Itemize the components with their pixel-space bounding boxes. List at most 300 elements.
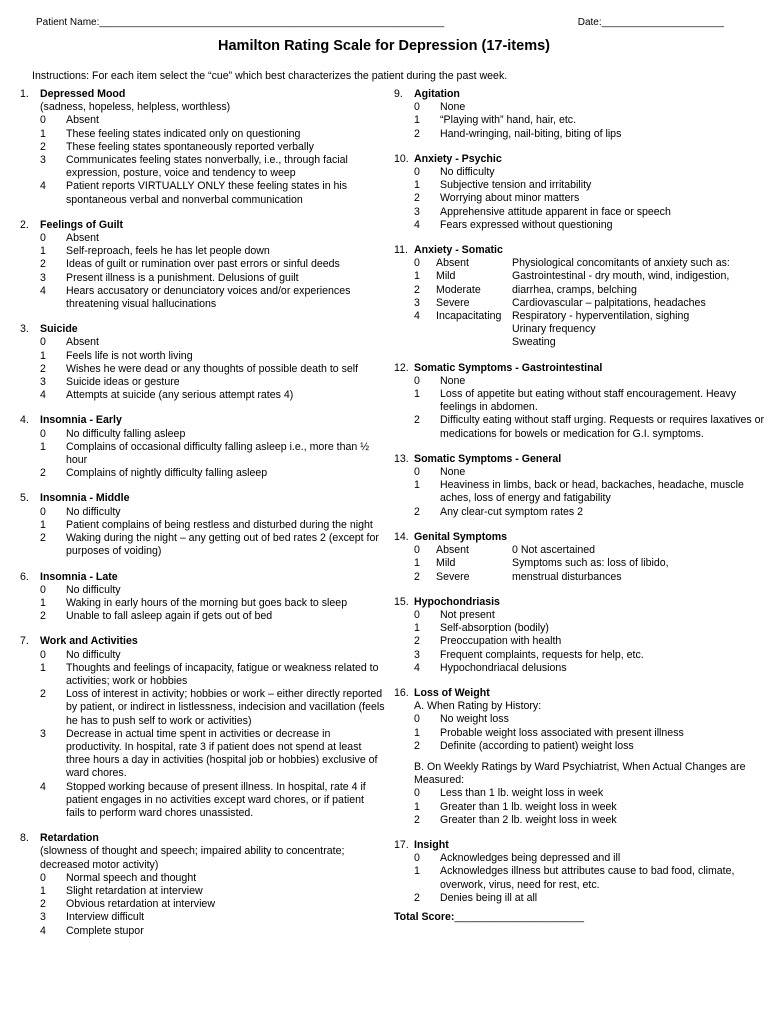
item-number: 9. — [394, 88, 403, 100]
score-label: Absent — [436, 544, 469, 557]
score-option[interactable] — [20, 428, 385, 441]
score-description: No difficulty — [440, 166, 495, 179]
score-option[interactable] — [394, 662, 766, 675]
score-value: 2 — [414, 192, 420, 205]
item-number: 17. — [394, 838, 409, 851]
item-heading — [394, 839, 766, 852]
item-number: 8. — [20, 832, 29, 845]
scale-item — [20, 414, 385, 480]
score-option[interactable] — [20, 285, 385, 311]
score-value: 2 — [414, 505, 420, 518]
score-option[interactable] — [394, 414, 766, 440]
score-value: 3 — [414, 648, 420, 661]
score-value: 1 — [40, 127, 46, 140]
score-option[interactable] — [20, 649, 385, 662]
score-description: 0 Not ascertained — [512, 544, 596, 557]
score-description: Communicates feeling states nonverbally, i.e., through facial expression, posture, voice and tendency to weep — [66, 154, 348, 180]
score-description: Hypochondriacal delusions — [440, 661, 567, 674]
score-label — [436, 336, 512, 349]
score-value: 2 — [414, 127, 420, 140]
score-value: 1 — [414, 557, 420, 570]
score-option[interactable] — [20, 532, 385, 558]
score-option[interactable] — [394, 622, 766, 635]
score-option[interactable] — [394, 801, 766, 814]
scale-item — [20, 832, 385, 938]
total-score-label: Total Score: — [394, 910, 455, 923]
item-name: Anxiety - Psychic — [414, 152, 502, 165]
score-option[interactable] — [394, 727, 766, 740]
scale-item — [20, 635, 385, 820]
score-description: Complete stupor — [66, 924, 144, 937]
score-description: Attempts at suicide (any serious attempt rates 4) — [66, 389, 294, 402]
score-option[interactable] — [20, 441, 385, 467]
score-description: Acknowledges illness but attributes cause to bad food, climate, overwork, virus, need for rest, etc. — [440, 865, 735, 891]
score-value: 3 — [40, 271, 46, 284]
score-value: 1 — [414, 622, 420, 635]
scale-item — [20, 571, 385, 624]
item-name: Genital Symptoms — [414, 530, 508, 543]
scale-item — [394, 244, 766, 350]
score-option[interactable] — [394, 740, 766, 753]
item-heading — [20, 414, 385, 427]
score-option[interactable] — [20, 898, 385, 911]
score-value: 0 — [414, 608, 420, 621]
item-heading — [394, 244, 766, 257]
score-option[interactable] — [394, 814, 766, 827]
score-description: Waking in early hours of the morning but goes back to sleep — [66, 596, 348, 609]
score-option[interactable] — [20, 506, 385, 519]
item-heading — [20, 635, 385, 648]
item-number: 3. — [20, 323, 29, 336]
score-description: Loss of appetite but eating without staff encouragement. Heavy feelings in abdomen. — [440, 388, 737, 414]
score-description: Ideas of guilt or rumination over past errors or sinful deeds — [66, 258, 340, 271]
score-option[interactable] — [20, 519, 385, 532]
score-description: Present illness is a punishment. Delusions of guilt — [66, 271, 299, 284]
item-name: Insight — [414, 838, 449, 851]
score-description: Not present — [440, 608, 495, 621]
score-option[interactable] — [20, 350, 385, 363]
score-description: Feels life is not worth living — [66, 349, 193, 362]
score-description: Respiratory - hyperventilation, sighing — [512, 310, 690, 323]
score-label: Incapacitating — [436, 310, 502, 323]
score-value: 0 — [414, 257, 420, 270]
score-description: Difficulty eating without staff urging. Requests or requires laxatives or medications for bowels or medication for G.I. symptoms. — [440, 414, 765, 440]
score-description: Gastrointestinal - dry mouth, wind, indigestion, — [512, 270, 730, 283]
item-name: Insomnia - Late — [40, 570, 118, 583]
score-value: 1 — [40, 245, 46, 258]
score-option[interactable] — [20, 925, 385, 938]
score-option[interactable] — [394, 375, 766, 388]
score-description: Absent — [66, 232, 99, 245]
score-option[interactable] — [20, 363, 385, 376]
score-value: 4 — [40, 389, 46, 402]
score-option[interactable] — [394, 101, 766, 114]
score-description: Frequent complaints, requests for help, etc. — [440, 648, 644, 661]
score-option[interactable] — [394, 635, 766, 648]
score-option[interactable] — [394, 892, 766, 905]
score-option[interactable] — [394, 506, 766, 519]
score-description: Less than 1 lb. weight loss in week — [440, 787, 604, 800]
item-number: 14. — [394, 530, 409, 543]
item-number: 13. — [394, 452, 409, 465]
score-description: Fears expressed without questioning — [440, 218, 613, 231]
score-description: No difficulty — [66, 583, 121, 596]
score-value: 3 — [40, 154, 46, 167]
score-description: Self-reproach, feels he has let people down — [66, 245, 270, 258]
score-value: 0 — [40, 336, 46, 349]
score-option[interactable] — [20, 114, 385, 127]
score-value: 3 — [40, 911, 46, 924]
score-value: 0 — [40, 114, 46, 127]
scale-item — [394, 596, 766, 675]
score-label: Mild — [436, 270, 456, 283]
score-description: Acknowledges being depressed and ill — [440, 852, 621, 865]
item-number: 11. — [394, 244, 408, 257]
score-value: 4 — [414, 218, 420, 231]
item-heading — [394, 88, 766, 101]
score-value: 1 — [414, 800, 420, 813]
score-value: 2 — [414, 813, 420, 826]
score-option[interactable] — [20, 389, 385, 402]
item-name: Hypochondriasis — [414, 595, 500, 608]
score-description: “Playing with” hand, hair, etc. — [440, 114, 577, 127]
score-description: Greater than 2 lb. weight loss in week — [440, 813, 617, 826]
score-option[interactable] — [394, 557, 766, 570]
score-value: 2 — [414, 891, 420, 904]
scale-item — [394, 687, 766, 827]
score-option[interactable] — [394, 166, 766, 179]
score-option[interactable] — [394, 571, 766, 584]
score-label: Moderate — [436, 283, 481, 296]
item-number: 16. — [394, 686, 409, 699]
score-value: 2 — [414, 414, 420, 427]
score-description: Probable weight loss associated with present illness — [440, 726, 684, 739]
score-option[interactable] — [394, 219, 766, 232]
score-description: Any clear-cut symptom rates 2 — [440, 505, 584, 518]
score-description: Worrying about minor matters — [440, 192, 580, 205]
score-option[interactable] — [394, 323, 766, 336]
score-value: 1 — [40, 596, 46, 609]
score-option[interactable] — [20, 258, 385, 271]
score-value: 4 — [414, 310, 420, 323]
score-description: Heaviness in limbs, back or head, backaches, headache, muscle aches, loss of energy and fatigability — [440, 479, 744, 505]
score-description: None — [440, 101, 466, 114]
score-option[interactable] — [394, 270, 766, 283]
score-value: 3 — [40, 727, 46, 740]
score-option[interactable] — [394, 852, 766, 865]
score-option[interactable] — [20, 911, 385, 924]
score-option[interactable] — [20, 141, 385, 154]
score-description: Patient complains of being restless and disturbed during the night — [66, 518, 373, 531]
score-value: 0 — [414, 466, 420, 479]
score-option[interactable] — [20, 688, 385, 728]
score-option[interactable] — [394, 479, 766, 505]
score-value: 2 — [40, 610, 46, 623]
score-value — [414, 336, 436, 349]
score-label: Absent — [436, 257, 469, 270]
score-description: diarrhea, cramps, belching — [512, 283, 637, 296]
score-value: 1 — [40, 440, 46, 453]
item-name: Anxiety - Somatic — [414, 244, 503, 257]
total-score — [394, 911, 766, 924]
score-value: 1 — [414, 270, 420, 283]
item-description: (sadness, hopeless, helpless, worthless) — [40, 101, 231, 114]
item-description: (slowness of thought and speech; impaired ability to concentrate; decreased motor activity) — [40, 845, 345, 871]
score-option[interactable] — [394, 128, 766, 141]
score-description: Definite (according to patient) weight loss — [440, 739, 634, 752]
score-description: Denies being ill at all — [440, 891, 538, 904]
item-name: Agitation — [414, 88, 460, 100]
item-name: Depressed Mood — [40, 88, 126, 100]
score-description: Subjective tension and irritability — [440, 179, 592, 192]
score-option[interactable] — [20, 336, 385, 349]
score-value: 0 — [40, 232, 46, 245]
score-description: Obvious retardation at interview — [66, 898, 215, 911]
score-option[interactable] — [20, 872, 385, 885]
score-description: Interview difficult — [66, 911, 145, 924]
score-value: 3 — [414, 296, 420, 309]
score-option[interactable] — [394, 609, 766, 622]
score-option[interactable] — [20, 662, 385, 688]
patient-name-field[interactable]: Patient Name:______________________________________________________________ — [36, 17, 445, 28]
score-option[interactable] — [394, 297, 766, 310]
item-name: Insomnia - Early — [40, 414, 122, 427]
score-option[interactable] — [20, 232, 385, 245]
item-heading — [20, 571, 385, 584]
score-value: 3 — [414, 205, 420, 218]
score-value: 1 — [40, 349, 46, 362]
score-description: Sweating — [512, 336, 556, 349]
score-description: Symptoms such as: loss of libido, — [512, 557, 669, 570]
right-column — [394, 88, 766, 924]
score-value: 0 — [414, 101, 420, 114]
item-heading — [394, 153, 766, 166]
score-description: Normal speech and thought — [66, 871, 197, 884]
score-value: 1 — [414, 865, 420, 878]
score-option[interactable] — [394, 336, 766, 349]
scale-item — [394, 453, 766, 519]
score-description: Thoughts and feelings of incapacity, fatigue or weakness related to activities; work or hobbies — [66, 661, 379, 687]
score-description: Cardiovascular – palpitations, headaches — [512, 296, 706, 309]
score-option[interactable] — [394, 206, 766, 219]
total-score-field[interactable]: ______________________ — [454, 910, 585, 923]
score-description: Absent — [66, 336, 99, 349]
item-name: Loss of Weight — [414, 686, 490, 699]
score-option[interactable] — [394, 544, 766, 557]
score-option[interactable] — [20, 128, 385, 141]
score-description: Stopped working because of present illness. In hospital, rate 4 if patient engages in no activities except ward chores, or if patient fails to perform ward chores unassisted. — [66, 780, 366, 819]
score-option[interactable] — [20, 728, 385, 781]
score-description: Greater than 1 lb. weight loss in week — [440, 800, 617, 813]
score-value: 4 — [40, 284, 46, 297]
item-heading — [20, 219, 385, 232]
score-option[interactable] — [20, 180, 385, 206]
item-heading — [394, 453, 766, 466]
scale-item — [394, 153, 766, 232]
score-label: Mild — [436, 557, 456, 570]
score-option[interactable] — [20, 610, 385, 623]
score-option[interactable] — [394, 257, 766, 270]
score-label: Severe — [436, 296, 470, 309]
score-description: Absent — [66, 114, 99, 127]
item-number: 2. — [20, 218, 29, 231]
score-value: 1 — [414, 179, 420, 192]
score-value: 0 — [40, 427, 46, 440]
score-value: 0 — [414, 166, 420, 179]
score-description: Complains of nightly difficulty falling asleep — [66, 467, 268, 480]
instructions: Instructions: For each item select the “cue” which best characterizes the patient during the past week. — [32, 70, 508, 82]
scale-item — [20, 88, 385, 207]
score-option[interactable] — [394, 388, 766, 414]
score-value: 2 — [40, 898, 46, 911]
score-description: Preoccupation with health — [440, 635, 562, 648]
score-label — [436, 323, 512, 336]
score-value: 0 — [414, 544, 420, 557]
item-heading — [20, 88, 385, 101]
score-description: Urinary frequency — [512, 323, 596, 336]
score-option[interactable] — [20, 154, 385, 180]
score-value: 2 — [40, 688, 46, 701]
date-field[interactable]: Date:______________________ — [577, 17, 724, 28]
score-value: 0 — [414, 713, 420, 726]
score-value: 2 — [414, 283, 420, 296]
score-option[interactable] — [394, 649, 766, 662]
score-value: 4 — [40, 180, 46, 193]
score-value: 2 — [40, 532, 46, 545]
item-number: 5. — [20, 492, 29, 505]
score-value: 4 — [414, 661, 420, 674]
score-label: Severe — [436, 570, 470, 583]
scale-item — [20, 323, 385, 402]
header — [36, 16, 724, 30]
subsection-label: A. When Rating by History: — [414, 700, 542, 713]
score-description: Slight retardation at interview — [66, 884, 203, 897]
scale-item — [394, 88, 766, 141]
score-value: 1 — [40, 884, 46, 897]
score-value: 0 — [414, 374, 420, 387]
item-heading — [394, 362, 766, 375]
score-description: Hears accusatory or denunciatory voices and/or experiences threatening visual hallucinations — [66, 284, 351, 311]
score-value: 1 — [414, 726, 420, 739]
score-value: 0 — [40, 583, 46, 596]
score-option[interactable] — [394, 865, 766, 891]
item-number: 12. — [394, 361, 409, 374]
item-heading — [20, 323, 385, 336]
item-heading — [20, 492, 385, 505]
score-value: 0 — [40, 505, 46, 518]
score-value: 2 — [414, 570, 420, 583]
item-number: 1. — [20, 88, 29, 100]
page-title: Hamilton Rating Scale for Depression (17-items) — [218, 38, 550, 54]
score-description: No difficulty — [66, 505, 121, 518]
item-name: Somatic Symptoms - Gastrointestinal — [414, 361, 603, 374]
score-description: Apprehensive attitude apparent in face or speech — [440, 205, 671, 218]
score-value: 2 — [40, 467, 46, 480]
score-description: Decrease in actual time spent in activities or decrease in productivity. In hospital, rate 3 if patient does not spend at least three hours a day in activities (hospital job or hobbies) exclusive of ward chores. — [66, 727, 378, 780]
score-option[interactable] — [394, 310, 766, 323]
score-option[interactable] — [394, 787, 766, 800]
score-value: 2 — [40, 362, 46, 375]
item-heading — [394, 531, 766, 544]
scale-item — [394, 839, 766, 905]
item-heading — [20, 832, 385, 845]
score-option[interactable] — [20, 467, 385, 480]
score-description: Physiological concomitants of anxiety such as: — [512, 257, 730, 270]
item-name: Somatic Symptoms - General — [414, 452, 562, 465]
item-number: 6. — [20, 570, 29, 583]
score-description: No difficulty — [66, 648, 121, 661]
item-name: Work and Activities — [40, 635, 138, 648]
item-heading — [394, 687, 766, 700]
score-value: 0 — [414, 787, 420, 800]
item-number: 10. — [394, 152, 409, 165]
score-description: None — [440, 374, 466, 387]
score-description: Unable to fall asleep again if gets out of bed — [66, 610, 273, 623]
score-value: 1 — [40, 518, 46, 531]
item-heading — [394, 596, 766, 609]
score-value: 1 — [414, 479, 420, 492]
score-value: 0 — [40, 648, 46, 661]
item-name: Insomnia - Middle — [40, 492, 130, 505]
scale-item — [20, 219, 385, 311]
item-number: 7. — [20, 635, 29, 648]
score-option[interactable] — [394, 114, 766, 127]
score-value: 3 — [40, 376, 46, 389]
score-value: 4 — [40, 780, 46, 793]
score-description: menstrual disturbances — [512, 570, 622, 583]
score-description: Patient reports VIRTUALLY ONLY these feeling states in his spontaneous verbal and nonverbal communication — [66, 180, 348, 206]
item-name: Suicide — [40, 323, 78, 336]
score-value: 2 — [414, 739, 420, 752]
score-option[interactable] — [20, 272, 385, 285]
score-description: These feeling states indicated only on questioning — [66, 127, 301, 140]
score-description: None — [440, 466, 466, 479]
score-value: 2 — [40, 258, 46, 271]
score-value — [414, 323, 436, 336]
score-value: 0 — [40, 871, 46, 884]
score-description: Self-absorption (bodily) — [440, 622, 549, 635]
score-option[interactable] — [394, 466, 766, 479]
score-description: Suicide ideas or gesture — [66, 376, 180, 389]
score-value: 2 — [414, 635, 420, 648]
score-option[interactable] — [20, 245, 385, 258]
score-value: 1 — [414, 114, 420, 127]
score-option[interactable] — [20, 885, 385, 898]
score-option[interactable] — [394, 179, 766, 192]
score-option[interactable] — [394, 713, 766, 726]
item-name: Retardation — [40, 832, 99, 845]
score-option[interactable] — [20, 597, 385, 610]
score-value: 4 — [40, 924, 46, 937]
score-option[interactable] — [20, 781, 385, 821]
score-option[interactable] — [394, 192, 766, 205]
score-option[interactable] — [394, 284, 766, 297]
score-value: 0 — [414, 852, 420, 865]
item-number: 4. — [20, 414, 29, 427]
score-description: Hand-wringing, nail-biting, biting of lips — [440, 127, 622, 140]
score-option[interactable] — [20, 584, 385, 597]
score-description: Wishes he were dead or any thoughts of possible death to self — [66, 362, 359, 375]
item-number: 15. — [394, 595, 409, 608]
score-value: 1 — [40, 661, 46, 674]
score-description: These feeling states spontaneously reported verbally — [66, 140, 314, 153]
score-option[interactable] — [20, 376, 385, 389]
scale-item — [394, 362, 766, 441]
left-column — [20, 88, 385, 950]
scale-item — [394, 531, 766, 584]
score-value: 2 — [40, 140, 46, 153]
score-description: No weight loss — [440, 713, 509, 726]
